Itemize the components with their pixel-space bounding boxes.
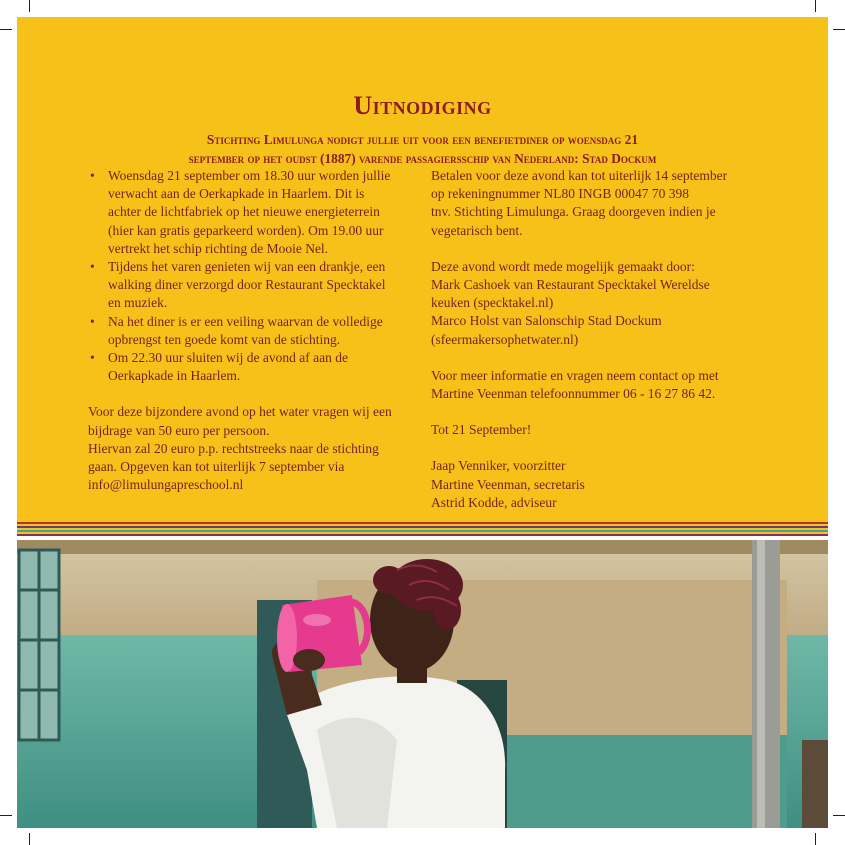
- list-item-line: verwacht aan de Oerkapkade in Haarlem. Dit is: [108, 186, 365, 202]
- invitation-title: Uitnodiging: [353, 91, 492, 120]
- text-line: Jaap Venniker, voorzitter: [431, 458, 566, 474]
- text-line: Betalen voor deze avond kan tot uiterlijk 14 september: [431, 168, 728, 183]
- crop-mark: [0, 29, 12, 30]
- text-line: op rekeningnummer NL80 INGB 00047 70 398: [431, 186, 689, 202]
- subtitle-line: Stichting Limulunga nodigt jullie uit voor een benefietdiner op woensdag 21: [206, 132, 639, 147]
- text-line: Marco Holst van Salonschip Stad Dockum: [431, 313, 662, 329]
- text-line: Hiervan zal 20 euro p.p. rechtstreeks naar de stichting: [88, 440, 379, 456]
- text-line: keuken (specktakel.nl): [431, 295, 554, 311]
- contribution-paragraph: [88, 403, 416, 494]
- stripe: [17, 534, 828, 536]
- list-item: [88, 167, 416, 258]
- list-item-line: Na het diner is er een veiling waarvan de volledige: [108, 313, 383, 329]
- text-line: Voor meer informatie en vragen neem contact op met: [431, 367, 719, 383]
- list-item-line: en muziek.: [108, 295, 168, 311]
- sponsors-paragraph: [431, 258, 771, 349]
- list-item-line: Tijdens het varen genieten wij van een drankje, een: [108, 259, 386, 275]
- text-line: gaan. Opgeven kan tot uiterlijk 7 september via: [88, 459, 345, 475]
- list-item: [88, 258, 416, 313]
- text-line: Mark Cashoek van Restaurant Specktakel Wereldse: [431, 277, 710, 293]
- list-item-line: Om 22.30 uur sluiten wij de avond af aan de: [108, 350, 348, 366]
- list-item-line: opbrengst ten goede komt van de stichting.: [108, 331, 341, 347]
- crop-mark: [833, 29, 845, 30]
- text-line: Martine Veenman telefoonnummer 06 - 16 27 86 42.: [431, 386, 716, 402]
- list-item-line: vertrekt het schip richting de Mooie Nel.: [108, 240, 329, 256]
- list-item-line: Woensdag 21 september om 18.30 uur worden jullie: [108, 168, 391, 183]
- list-item-line: walking diner verzorgd door Restaurant Specktakel: [108, 277, 386, 293]
- text-line: Astrid Kodde, adviseur: [431, 494, 557, 510]
- left-column: [88, 167, 416, 494]
- list-item-line: achter de lichtfabriek op het nieuwe energieterrein: [108, 204, 380, 220]
- contact-paragraph: [431, 367, 771, 403]
- photo-illustration: [17, 540, 828, 828]
- crop-mark: [833, 815, 845, 816]
- right-column: [431, 167, 771, 512]
- subtitle-line: september op het oudst (1887) varende passagiersschip van Nederland: Stad Dockum: [188, 151, 657, 166]
- closing-line: Tot 21 September!: [431, 422, 532, 438]
- signatures-paragraph: [431, 457, 771, 512]
- invitation-subtitle: [57, 130, 788, 168]
- crop-mark: [0, 815, 12, 816]
- invitation-panel: [17, 17, 828, 522]
- list-item-line: (hier kan gratis geparkeerd worden). Om 19.00 uur: [108, 222, 384, 238]
- payment-paragraph: [431, 167, 771, 240]
- crop-mark: [815, 833, 816, 845]
- crop-mark: [815, 0, 816, 12]
- event-details-list: [88, 167, 416, 385]
- bullet-icon: •: [90, 259, 95, 275]
- text-line: (sfeermakersophetwater.nl): [431, 331, 579, 347]
- text-line: Martine Veenman, secretaris: [431, 476, 585, 492]
- crop-mark: [29, 0, 30, 12]
- text-line: tnv. Stichting Limulunga. Graag doorgeven indien je: [431, 204, 716, 220]
- bullet-icon: •: [90, 313, 95, 329]
- decorative-stripes: [17, 522, 828, 536]
- text-line: bijdrage van 50 euro per persoon.: [88, 422, 270, 438]
- bullet-icon: •: [90, 350, 95, 366]
- list-item: [88, 349, 416, 385]
- list-item: [88, 313, 416, 349]
- list-item-line: Oerkapkade in Haarlem.: [108, 368, 241, 384]
- bullet-icon: •: [90, 168, 95, 183]
- child-drinking-photo: [17, 540, 828, 828]
- crop-mark: [29, 833, 30, 845]
- text-line: vegetarisch bent.: [431, 222, 523, 238]
- text-line: Voor deze bijzondere avond op het water vragen wij een: [88, 404, 392, 420]
- text-line: info@limulungapreschool.nl: [88, 477, 244, 493]
- text-line: Deze avond wordt mede mogelijk gemaakt door:: [431, 258, 695, 274]
